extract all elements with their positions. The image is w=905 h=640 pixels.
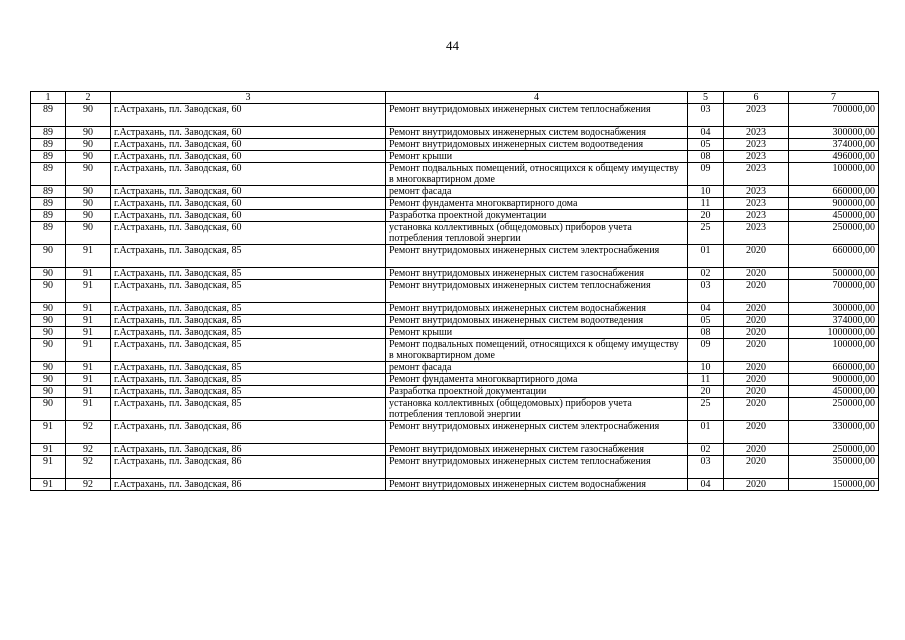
address-cell: г.Астрахань, пл. Заводская, 60 [111, 139, 386, 151]
work-type-cell: Ремонт внутридомовых инженерных систем газоснабжения [386, 444, 688, 456]
address-cell: г.Астрахань, пл. Заводская, 60 [111, 186, 386, 198]
house-number-cell: 90 [66, 186, 111, 198]
house-number-cell: 90 [66, 198, 111, 210]
row-number-cell: 90 [31, 362, 66, 374]
house-number-cell: 91 [66, 362, 111, 374]
year-cell: 2020 [724, 374, 789, 386]
year-cell: 2020 [724, 280, 789, 303]
header-col-4: 4 [386, 92, 688, 104]
header-row [31, 92, 879, 104]
work-code-cell: 11 [688, 198, 724, 210]
work-code-cell: 05 [688, 315, 724, 327]
cost-cell: 1000000,00 [789, 327, 879, 339]
year-cell: 2020 [724, 339, 789, 362]
work-code-cell: 11 [688, 374, 724, 386]
work-code-cell: 04 [688, 127, 724, 139]
cost-cell: 374000,00 [789, 139, 879, 151]
table-row [31, 186, 879, 198]
work-type-cell: Ремонт внутридомовых инженерных систем теплоснабжения [386, 104, 688, 127]
year-cell: 2023 [724, 163, 789, 186]
cost-cell: 350000,00 [789, 456, 879, 479]
work-type-cell: Ремонт внутридомовых инженерных систем водоснабжения [386, 479, 688, 491]
cost-cell: 496000,00 [789, 151, 879, 163]
cost-cell: 660000,00 [789, 186, 879, 198]
year-cell: 2020 [724, 245, 789, 268]
address-cell: г.Астрахань, пл. Заводская, 85 [111, 315, 386, 327]
year-cell: 2023 [724, 139, 789, 151]
work-type-cell: Ремонт крыши [386, 151, 688, 163]
row-number-cell: 90 [31, 315, 66, 327]
year-cell: 2020 [724, 315, 789, 327]
year-cell: 2020 [724, 327, 789, 339]
address-cell: г.Астрахань, пл. Заводская, 85 [111, 398, 386, 421]
row-number-cell: 91 [31, 456, 66, 479]
header-col-5: 5 [688, 92, 724, 104]
table-row [31, 456, 879, 479]
row-number-cell: 90 [31, 374, 66, 386]
work-type-cell: Ремонт внутридомовых инженерных систем теплоснабжения [386, 456, 688, 479]
cost-cell: 250000,00 [789, 222, 879, 245]
address-cell: г.Астрахань, пл. Заводская, 85 [111, 374, 386, 386]
year-cell: 2020 [724, 398, 789, 421]
cost-cell: 100000,00 [789, 339, 879, 362]
work-type-cell: установка коллективных (общедомовых) приборов учета потребления тепловой энергии [386, 222, 688, 245]
address-cell: г.Астрахань, пл. Заводская, 60 [111, 198, 386, 210]
table-row [31, 386, 879, 398]
table-row [31, 327, 879, 339]
year-cell: 2023 [724, 210, 789, 222]
row-number-cell: 89 [31, 151, 66, 163]
year-cell: 2023 [724, 127, 789, 139]
year-cell: 2020 [724, 268, 789, 280]
year-cell: 2020 [724, 421, 789, 444]
row-number-cell: 89 [31, 163, 66, 186]
table-row [31, 398, 879, 421]
work-code-cell: 05 [688, 139, 724, 151]
address-cell: г.Астрахань, пл. Заводская, 86 [111, 456, 386, 479]
cost-cell: 500000,00 [789, 268, 879, 280]
house-number-cell: 90 [66, 104, 111, 127]
table-row [31, 198, 879, 210]
cost-cell: 330000,00 [789, 421, 879, 444]
work-type-cell: Ремонт подвальных помещений, относящихся к общему имуществу в многоквартирном доме [386, 339, 688, 362]
year-cell: 2020 [724, 386, 789, 398]
work-type-cell: Ремонт внутридомовых инженерных систем водоотведения [386, 315, 688, 327]
year-cell: 2020 [724, 456, 789, 479]
house-number-cell: 91 [66, 398, 111, 421]
work-type-cell: Ремонт внутридомовых инженерных систем газоснабжения [386, 268, 688, 280]
row-number-cell: 90 [31, 268, 66, 280]
address-cell: г.Астрахань, пл. Заводская, 85 [111, 362, 386, 374]
house-number-cell: 90 [66, 163, 111, 186]
work-type-cell: ремонт фасада [386, 186, 688, 198]
address-cell: г.Астрахань, пл. Заводская, 86 [111, 444, 386, 456]
cost-cell: 660000,00 [789, 245, 879, 268]
work-type-cell: ремонт фасада [386, 362, 688, 374]
table-row [31, 479, 879, 491]
house-number-cell: 91 [66, 280, 111, 303]
cost-cell: 900000,00 [789, 198, 879, 210]
year-cell: 2023 [724, 198, 789, 210]
address-cell: г.Астрахань, пл. Заводская, 60 [111, 151, 386, 163]
row-number-cell: 91 [31, 444, 66, 456]
address-cell: г.Астрахань, пл. Заводская, 60 [111, 127, 386, 139]
work-type-cell: Ремонт фундамента многоквартирного дома [386, 198, 688, 210]
row-number-cell: 89 [31, 127, 66, 139]
work-type-cell: Ремонт внутридомовых инженерных систем водоснабжения [386, 303, 688, 315]
house-number-cell: 91 [66, 374, 111, 386]
year-cell: 2020 [724, 444, 789, 456]
table-row [31, 210, 879, 222]
table-row [31, 303, 879, 315]
year-cell: 2023 [724, 151, 789, 163]
table-row [31, 374, 879, 386]
work-code-cell: 08 [688, 151, 724, 163]
cost-cell: 250000,00 [789, 398, 879, 421]
house-number-cell: 91 [66, 327, 111, 339]
header-col-2: 2 [66, 92, 111, 104]
row-number-cell: 89 [31, 222, 66, 245]
address-cell: г.Астрахань, пл. Заводская, 60 [111, 104, 386, 127]
row-number-cell: 90 [31, 386, 66, 398]
work-code-cell: 25 [688, 222, 724, 245]
table-row [31, 139, 879, 151]
table-row [31, 444, 879, 456]
work-code-cell: 04 [688, 303, 724, 315]
cost-cell: 700000,00 [789, 104, 879, 127]
table-row [31, 151, 879, 163]
row-number-cell: 89 [31, 198, 66, 210]
works-table [30, 91, 879, 491]
year-cell: 2023 [724, 186, 789, 198]
address-cell: г.Астрахань, пл. Заводская, 60 [111, 210, 386, 222]
house-number-cell: 91 [66, 339, 111, 362]
cost-cell: 700000,00 [789, 280, 879, 303]
table-row [31, 222, 879, 245]
row-number-cell: 89 [31, 139, 66, 151]
row-number-cell: 90 [31, 280, 66, 303]
work-type-cell: Ремонт крыши [386, 327, 688, 339]
work-code-cell: 10 [688, 186, 724, 198]
house-number-cell: 91 [66, 245, 111, 268]
year-cell: 2020 [724, 362, 789, 374]
work-code-cell: 03 [688, 280, 724, 303]
cost-cell: 450000,00 [789, 210, 879, 222]
table-row [31, 127, 879, 139]
page-number: 44 [446, 38, 459, 53]
house-number-cell: 92 [66, 444, 111, 456]
house-number-cell: 90 [66, 151, 111, 163]
work-code-cell: 02 [688, 268, 724, 280]
table-row [31, 421, 879, 444]
address-cell: г.Астрахань, пл. Заводская, 85 [111, 339, 386, 362]
cost-cell: 300000,00 [789, 303, 879, 315]
row-number-cell: 89 [31, 210, 66, 222]
year-cell: 2020 [724, 303, 789, 315]
table-row [31, 362, 879, 374]
work-code-cell: 25 [688, 398, 724, 421]
address-cell: г.Астрахань, пл. Заводская, 85 [111, 280, 386, 303]
work-type-cell: Ремонт внутридомовых инженерных систем водоотведения [386, 139, 688, 151]
house-number-cell: 91 [66, 386, 111, 398]
work-code-cell: 01 [688, 421, 724, 444]
table-row [31, 104, 879, 127]
work-code-cell: 02 [688, 444, 724, 456]
cost-cell: 250000,00 [789, 444, 879, 456]
work-type-cell: Разработка проектной документации [386, 386, 688, 398]
year-cell: 2023 [724, 104, 789, 127]
table-row [31, 315, 879, 327]
house-number-cell: 92 [66, 421, 111, 444]
header-col-6: 6 [724, 92, 789, 104]
table-row [31, 268, 879, 280]
row-number-cell: 89 [31, 104, 66, 127]
address-cell: г.Астрахань, пл. Заводская, 86 [111, 479, 386, 491]
table-row [31, 280, 879, 303]
house-number-cell: 91 [66, 268, 111, 280]
house-number-cell: 92 [66, 479, 111, 491]
work-code-cell: 20 [688, 386, 724, 398]
table-row [31, 245, 879, 268]
address-cell: г.Астрахань, пл. Заводская, 85 [111, 386, 386, 398]
work-code-cell: 04 [688, 479, 724, 491]
row-number-cell: 90 [31, 303, 66, 315]
row-number-cell: 90 [31, 339, 66, 362]
row-number-cell: 91 [31, 479, 66, 491]
cost-cell: 900000,00 [789, 374, 879, 386]
table-row [31, 163, 879, 186]
header-col-1: 1 [31, 92, 66, 104]
work-code-cell: 01 [688, 245, 724, 268]
address-cell: г.Астрахань, пл. Заводская, 85 [111, 268, 386, 280]
cost-cell: 150000,00 [789, 479, 879, 491]
work-type-cell: Ремонт внутридомовых инженерных систем электроснабжения [386, 421, 688, 444]
row-number-cell: 90 [31, 327, 66, 339]
row-number-cell: 91 [31, 421, 66, 444]
cost-cell: 450000,00 [789, 386, 879, 398]
cost-cell: 100000,00 [789, 163, 879, 186]
header-col-7: 7 [789, 92, 879, 104]
work-type-cell: Ремонт внутридомовых инженерных систем водоснабжения [386, 127, 688, 139]
row-number-cell: 90 [31, 245, 66, 268]
work-type-cell: Ремонт внутридомовых инженерных систем электроснабжения [386, 245, 688, 268]
cost-cell: 660000,00 [789, 362, 879, 374]
work-type-cell: Разработка проектной документации [386, 210, 688, 222]
cost-cell: 374000,00 [789, 315, 879, 327]
work-type-cell: установка коллективных (общедомовых) приборов учета потребления тепловой энергии [386, 398, 688, 421]
work-code-cell: 03 [688, 456, 724, 479]
address-cell: г.Астрахань, пл. Заводская, 85 [111, 303, 386, 315]
house-number-cell: 90 [66, 139, 111, 151]
house-number-cell: 91 [66, 315, 111, 327]
work-code-cell: 10 [688, 362, 724, 374]
work-code-cell: 09 [688, 163, 724, 186]
address-cell: г.Астрахань, пл. Заводская, 86 [111, 421, 386, 444]
address-cell: г.Астрахань, пл. Заводская, 85 [111, 245, 386, 268]
work-code-cell: 03 [688, 104, 724, 127]
row-number-cell: 90 [31, 398, 66, 421]
row-number-cell: 89 [31, 186, 66, 198]
work-type-cell: Ремонт внутридомовых инженерных систем теплоснабжения [386, 280, 688, 303]
house-number-cell: 90 [66, 127, 111, 139]
address-cell: г.Астрахань, пл. Заводская, 60 [111, 222, 386, 245]
cost-cell: 300000,00 [789, 127, 879, 139]
table-row [31, 339, 879, 362]
work-code-cell: 20 [688, 210, 724, 222]
house-number-cell: 91 [66, 303, 111, 315]
work-type-cell: Ремонт подвальных помещений, относящихся к общему имуществу в многоквартирном доме [386, 163, 688, 186]
house-number-cell: 90 [66, 222, 111, 245]
address-cell: г.Астрахань, пл. Заводская, 60 [111, 163, 386, 186]
work-code-cell: 09 [688, 339, 724, 362]
work-code-cell: 08 [688, 327, 724, 339]
year-cell: 2020 [724, 479, 789, 491]
address-cell: г.Астрахань, пл. Заводская, 85 [111, 327, 386, 339]
work-type-cell: Ремонт фундамента многоквартирного дома [386, 374, 688, 386]
house-number-cell: 92 [66, 456, 111, 479]
year-cell: 2023 [724, 222, 789, 245]
header-col-3: 3 [111, 92, 386, 104]
house-number-cell: 90 [66, 210, 111, 222]
